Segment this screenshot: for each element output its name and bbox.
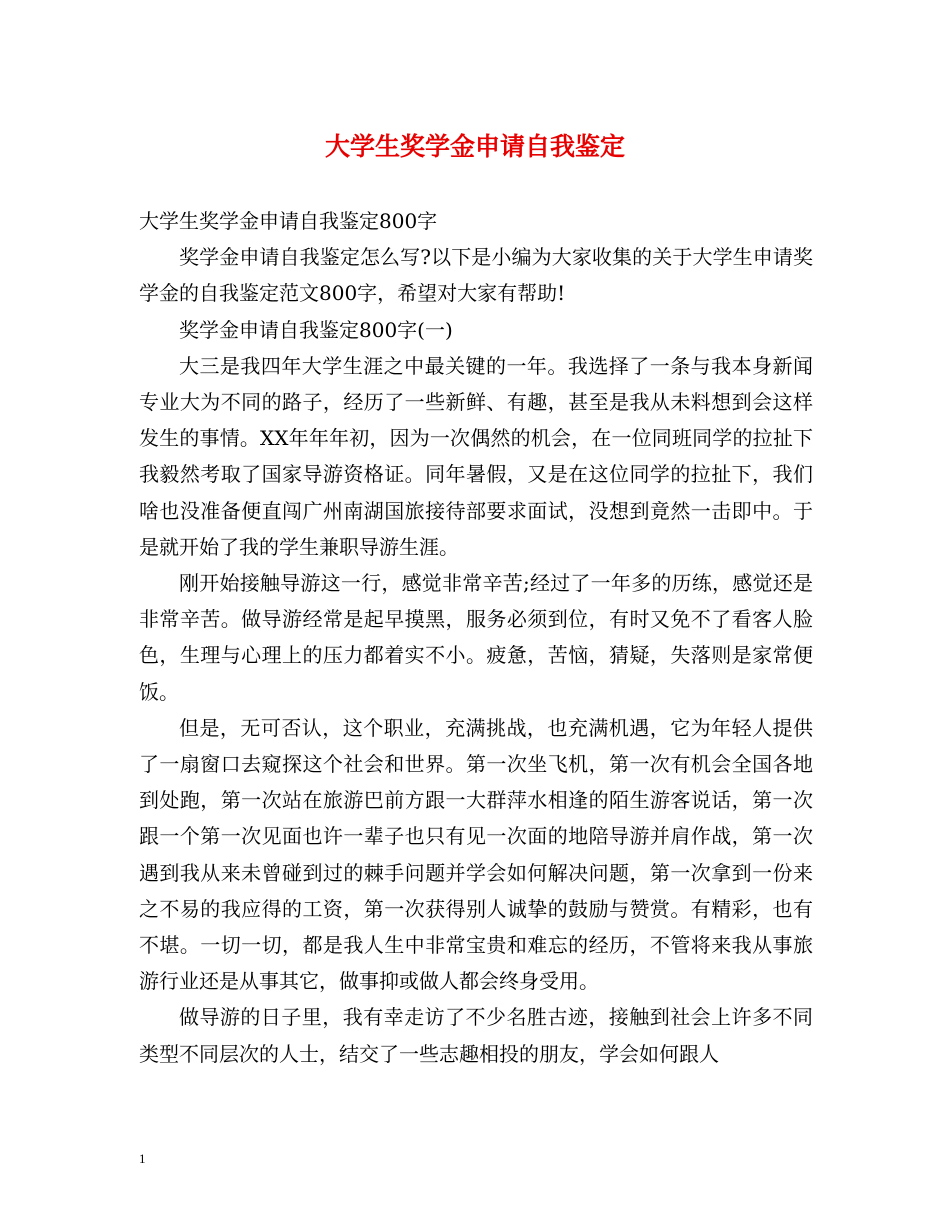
page-number: 1 [139, 1151, 146, 1166]
body-paragraph: 大三是我四年大学生涯之中最关键的一年。我选择了一条与我本身新闻专业大为不同的路子，经历了一些新鲜、有趣，甚至是我从未料想到会这样发生的事情。XX年年年初，因为一次偶然的机会，在一位同班同学的拉扯下我毅然考取了国家导游资格证。同年暑假，又是在这位同学的拉扯下，我们啥也没准备便直闯广州南湖国旅接待部要求面试，没想到竟然一击即中。于是就开始了我的学生兼职导游生涯。 [139, 353, 813, 559]
section-heading: 奖学金申请自我鉴定800字(一) [179, 317, 453, 342]
intro-paragraph: 奖学金申请自我鉴定怎么写?以下是小编为大家收集的关于大学生申请奖学金的自我鉴定范文800字，希望对大家有帮助! [139, 245, 813, 306]
document-body [139, 203, 813, 1072]
body-paragraph: 做导游的日子里，我有幸走访了不少名胜古迹，接触到社会上许多不同类型不同层次的人士，结交了一些志趣相投的朋友，学会如何跟人 [139, 1005, 813, 1066]
document-title: 大学生奖学金申请自我鉴定 [324, 132, 625, 161]
body-paragraph: 刚开始接触导游这一行，感觉非常辛苦;经过了一年多的历练，感觉还是非常辛苦。做导游经常是起早摸黑，服务必须到位，有时又免不了看客人脸色，生理与心理上的压力都着实不小。疲惫，苦恼，猜疑，失落则是家常便饭。 [139, 571, 813, 704]
body-paragraph: 但是，无可否认，这个职业，充满挑战，也充满机遇，它为年轻人提供了一扇窗口去窥探这个社会和世界。第一次坐飞机，第一次有机会全国各地到处跑，第一次站在旅游巴前方跟一大群萍水相逢的陌生游客说话，第一次跟一个第一次见面也许一辈子也只有见一次面的地陪导游并肩作战，第一次遇到我从来未曾碰到过的棘手问题并学会如何解决问题，第一次拿到一份来之不易的我应得的工资，第一次获得别人诚挚的鼓励与赞赏。有精彩，也有不堪。一切一切，都是我人生中非常宝贵和难忘的经历，不管将来我从事旅游行业还是从事其它，做事抑或做人都会终身受用。 [139, 715, 813, 994]
subtitle-paragraph: 大学生奖学金申请自我鉴定800字 [139, 209, 438, 233]
